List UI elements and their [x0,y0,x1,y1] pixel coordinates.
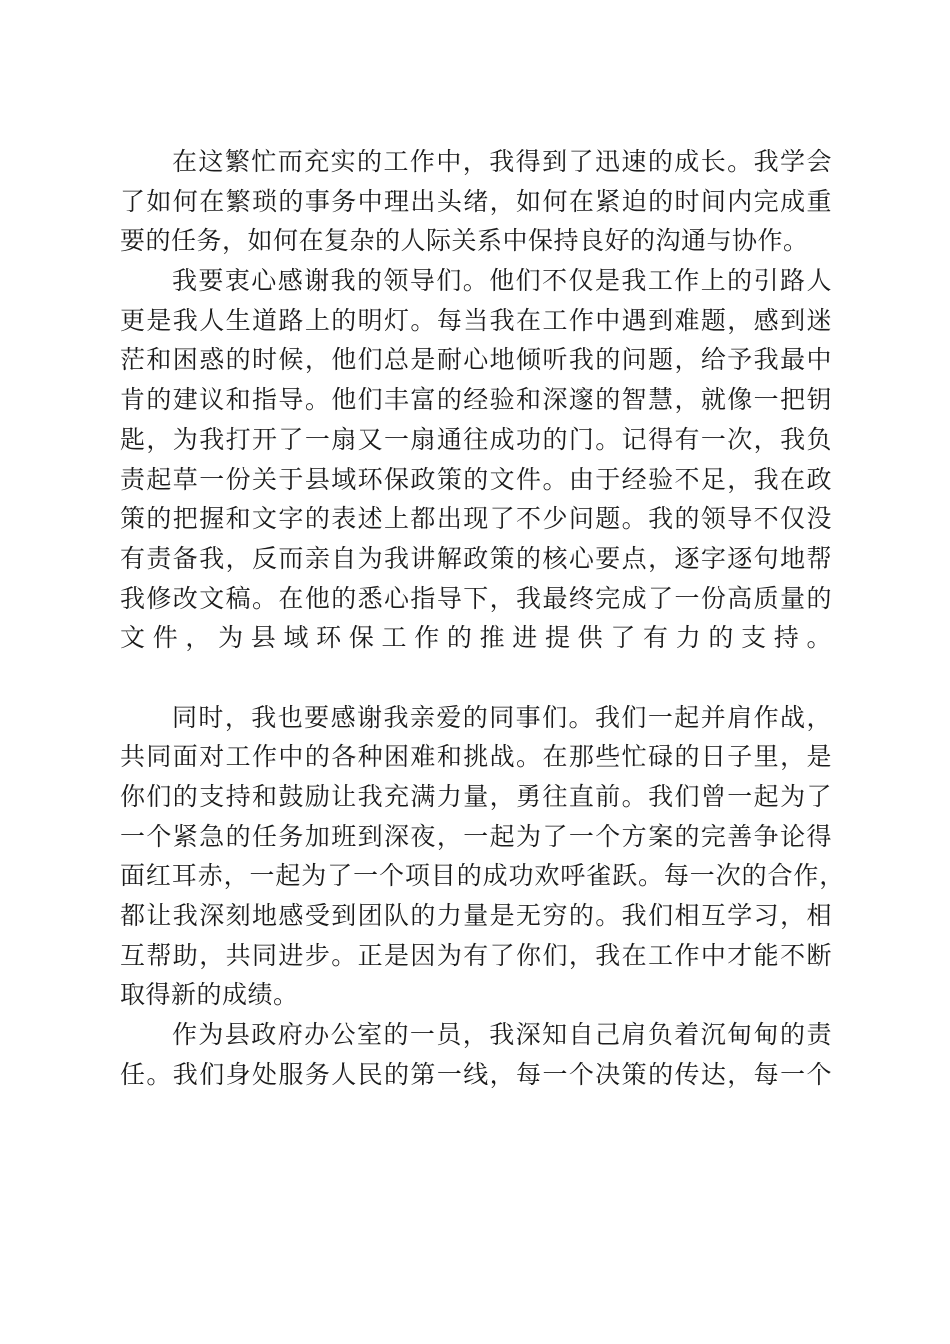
paragraph-thanks-leaders [120,261,832,698]
text-line: 我修改文稿。在他的悉心指导下，我最终完成了一份高质量的 [120,583,832,613]
text-line: 文件，为县域环保工作的推进提供了有力的支持。 [120,623,832,653]
text-line: 责起草一份关于县域环保政策的文件。由于经验不足，我在政 [120,464,832,494]
text-line: 你们的支持和鼓励让我充满力量，勇往直前。我们曾一起为了 [120,782,832,811]
text-line: 共同面对工作中的各种困难和挑战。在那些忙碌的日子里，是 [120,742,832,772]
text-line: 更是我人生道路上的明灯。每当我在工作中遇到难题，感到迷 [120,305,832,335]
text-line: 互帮助，共同进步。正是因为有了你们，我在工作中才能不断 [120,940,832,970]
text-line: 在这繁忙而充实的工作中，我得到了迅速的成长。我学会 [172,147,832,176]
text-line: 有责备我，反而亲自为我讲解政策的核心要点，逐字逐句地帮 [120,543,832,573]
text-line: 取得新的成绩。 [120,980,299,1010]
text-line: 匙，为我打开了一扇又一扇通往成功的门。记得有一次，我负 [120,424,832,454]
text-line: 面红耳赤，一起为了一个项目的成功欢呼雀跃。每一次的合作， [120,861,846,891]
text-line: 任。我们身处服务人民的第一线，每一个决策的传达，每一个 [120,1059,832,1089]
text-line [120,658,832,698]
text-line: 同时，我也要感谢我亲爱的同事们。我们一起并肩作战， [172,702,832,732]
paragraph-responsibility [120,1015,832,1094]
text-line: 我要衷心感谢我的领导们。他们不仅是我工作上的引路人 [172,266,832,296]
paragraph-growth [120,142,832,261]
text-line: 策的把握和文字的表述上都出现了不少问题。我的领导不仅没 [120,504,832,534]
text-line: 肯的建议和指导。他们丰富的经验和深邃的智慧，就像一把钥 [120,385,832,415]
document-body [120,142,846,1095]
text-line: 都让我深刻地感受到团队的力量是无穷的。我们相互学习，相 [120,901,832,931]
text-line: 茫和困惑的时候，他们总是耐心地倾听我的问题，给予我最中 [120,345,832,375]
text-line: 要的任务，如何在复杂的人际关系中保持良好的沟通与协作。 [120,226,809,256]
text-line: 了如何在繁琐的事务中理出头绪，如何在紧迫的时间内完成重 [120,186,832,216]
text-line: 一个紧急的任务加班到深夜，一起为了一个方案的完善争论得 [120,821,832,851]
text-line: 作为县政府办公室的一员，我深知自己肩负着沉甸甸的责 [172,1020,832,1050]
paragraph-thanks-colleagues [120,698,846,1016]
